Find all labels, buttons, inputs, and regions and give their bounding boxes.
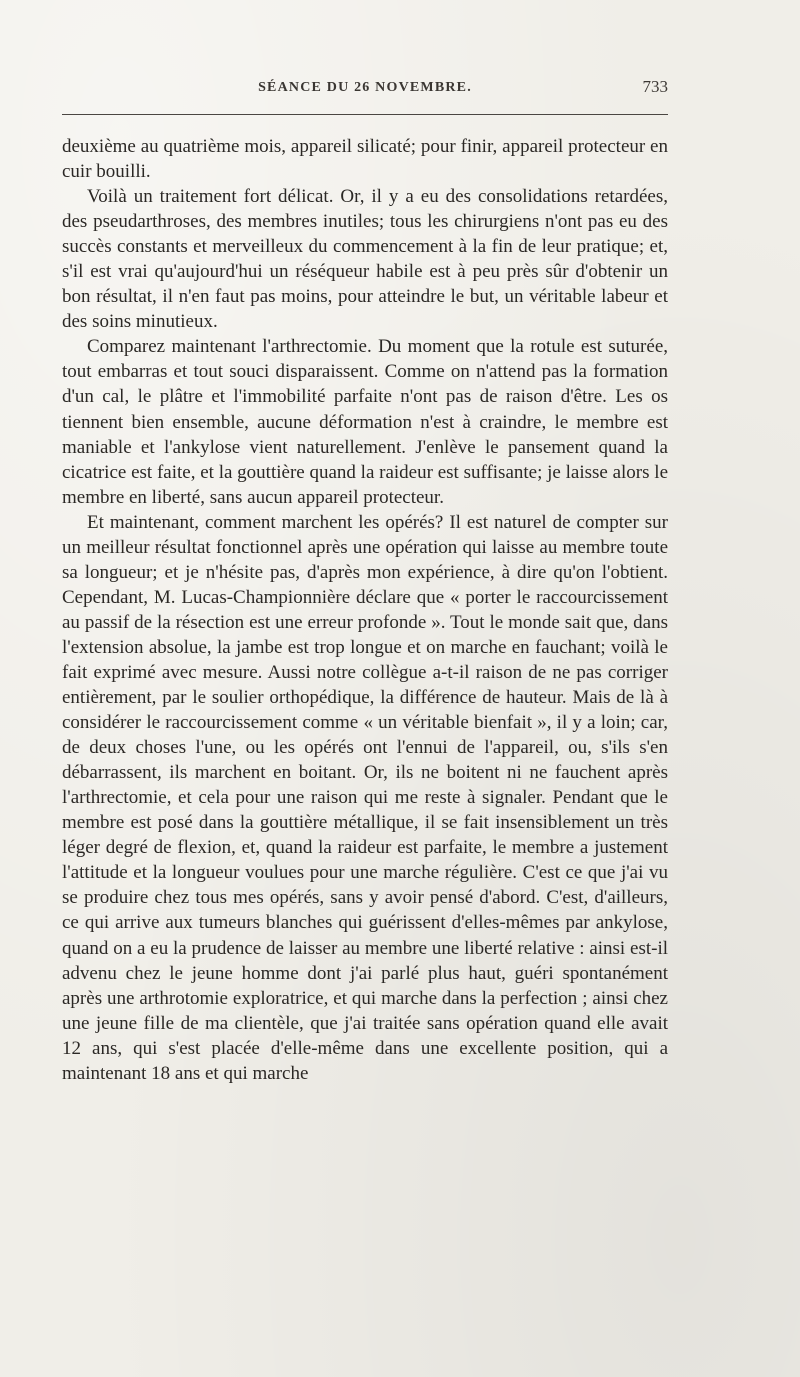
paragraph-2: Voilà un traitement fort délicat. Or, il y a eu des consolidations retardées, des pseudarthroses, des membres inutiles; tous les chirurgiens n'ont pas eu des succès constants et merveilleux du commencement à la fin de leur pratique; et, s'il est vrai qu'aujourd'hui un réséqueur habile est à peu près sûr d'obtenir un bon résultat, il n'en faut pas moins, pour atteindre le but, un véritable labeur et des soins minutieux. <box>62 186 668 333</box>
paragraph-1-continued: deuxième au quatrième mois, appareil silicaté; pour finir, appareil protecteur en cuir bouilli. <box>62 136 668 183</box>
header-rule <box>62 114 668 115</box>
running-head <box>62 77 668 104</box>
body-text <box>62 134 668 1086</box>
running-title: SÉANCE DU 26 NOVEMBRE. <box>258 80 472 95</box>
paragraph-3: Comparez maintenant l'arthrectomie. Du moment que la rotule est suturée, tout embarras et tout souci disparaissent. Comme on n'attend pas la formation d'un cal, le plâtre et l'immobilité parfaite n'ont pas de raison d'être. Les os tiennent bien ensemble, aucune déformation n'est à craindre, le membre est maniable et l'ankylose vient naturellement. J'enlève le pansement quand la cicatrice est faite, et la gouttière quand la raideur est suffisante; je laisse alors le membre en liberté, sans aucun appareil protecteur. <box>62 336 668 508</box>
paragraph-4: Et maintenant, comment marchent les opérés? Il est naturel de compter sur un meilleur résultat fonctionnel après une opération qui laisse au membre toute sa longueur; et je n'hésite pas, d'après mon expérience, à dire qu'on l'obtient. Cependant, M. Lucas-Championnière déclare que « porter le raccourcissement au passif de la résection est une erreur profonde ». Tout le monde sait que, dans l'extension absolue, la jambe est trop longue et on marche en fauchant; voilà le fait exprimé avec mesure. Aussi notre collègue a-t-il raison de ne pas corriger entièrement, par le soulier orthopédique, la différence de hauteur. Mais de là à considérer le raccourcissement comme « un véritable bienfait », il y a loin; car, de deux choses l'une, ou les opérés ont l'ennui de l'appareil, ou, s'ils s'en débarrassent, ils marchent en boitant. Or, ils ne boitent ni ne fauchent après l'arthrectomie, et cela pour une raison qui me reste à signaler. Pendant que le membre est posé dans la gouttière métallique, il se fait insensiblement un très léger degré de flexion, et, quand la raideur est parfaite, le membre a justement l'attitude et la longueur voulues pour une marche régulière. C'est ce que j'ai vu se produire chez tous mes opérés, sans y avoir pensé d'abord. C'est, d'ailleurs, ce qui arrive aux tumeurs blanches qui guérissent d'elles-mêmes par ankylose, quand on a eu la prudence de laisser au membre une liberté relative : ainsi est-il advenu chez le jeune homme dont j'ai parlé plus haut, guéri spontanément après une arthrotomie exploratrice, et qui marche dans la perfection ; ainsi chez une jeune fille de ma clientèle, que j'ai traitée sans opération quand elle avait 12 ans, qui s'est placée d'elle-même dans une excellente position, qui a maintenant 18 ans et qui marche <box>62 511 668 1084</box>
page-number: 733 <box>642 77 668 96</box>
